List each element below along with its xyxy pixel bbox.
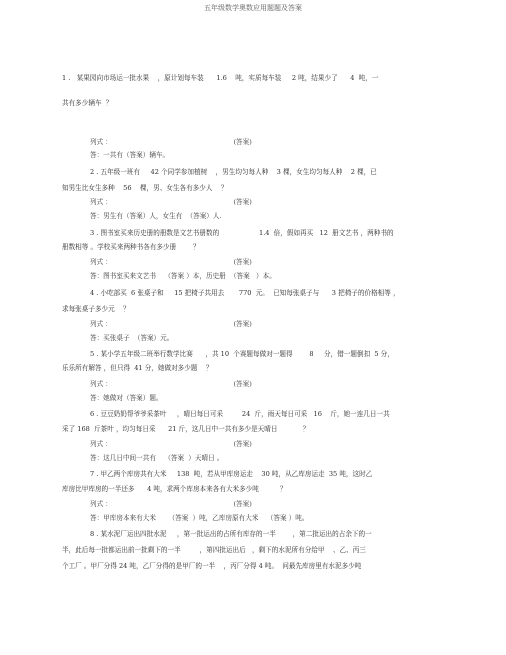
page-title: 五年级数学奥数应用题题及答案 xyxy=(204,4,302,12)
question-text-line: 册数相等 。学校买来两种书各有多少册 ？ xyxy=(62,243,200,251)
question-text-line: 6 . 豆豆奶奶帮爷爷采茶叶 ，晴日每日可采 24 斤，雨天每日可采 16 斤，她一连几日一共 xyxy=(90,410,390,418)
question-text-line: 7 . 甲乙两个库房共有大米 138 吨，若从甲库房运走 30 吨，从乙库房运走 35 吨，这时乙 xyxy=(90,470,373,478)
formula-label-line: 列式 ： (答案) xyxy=(90,380,252,388)
formula-label-line: 列式 ： (答案) xyxy=(90,198,252,206)
formula-label-line: 列式 ： (答案) xyxy=(90,440,252,448)
answer-line: 答：一共有（答案）辆车。 xyxy=(90,151,170,159)
question-text-line: 半，此后每一批都运出前一批剩下的一半 ，第四批运出后 ，剩下的水泥所有分给甲 、乙、丙三 xyxy=(62,546,366,554)
formula-label-line: 列式 ： (答案) xyxy=(90,138,252,146)
answer-line: 答：图书室买来文艺书 （答案 ）本，历史册 （答案 ）本。 xyxy=(90,272,276,280)
formula-label-line: 列式 ： (答案) xyxy=(90,500,252,508)
question-text-line: 4 . 小吃部买 6 张桌子和 15 把椅子共用去 770 元。 已知每张桌子与 3 把椅子的价格相等 ， xyxy=(90,289,400,297)
question-text-line: 求每张桌子多少元 ？ xyxy=(62,305,130,313)
answer-line: 答：甲库房本来有大米 （答案 ）吨，乙库房原有大米 （答案 ）吨。 xyxy=(90,514,309,522)
question-text-line: 个工厂 。甲厂分得 24 吨，乙厂分得的是甲厂的一半 ，丙厂分得 4 吨。 问最先库房里有水泥多少吨 xyxy=(62,562,362,570)
question-text-line: 2 . 五年级一班有 42 个同学参加植树 ，男生均匀每人种 3 棵，女生均匀每人种 2 棵，已 xyxy=(90,168,377,176)
formula-label-line: 列式 ： (答案) xyxy=(90,258,252,266)
question-text-line: 1 . 某果园向市场运一批水果 ，原计划每车装 1.6 吨，实质每车装 2 吨，结果少了 4 吨，一 xyxy=(62,74,379,82)
question-text-line: 8 . 某水泥厂运出四批水泥 ，第一批运出的占所有库存的一半 ，第二批运出的占余下的一 xyxy=(90,530,372,538)
question-text-line: 共有多少辆车 ？ xyxy=(62,99,113,107)
question-text-line: 采了 168 斤茶叶 ，均匀每日采 21 斤，这几日中一共有多少是天晴日 ？ xyxy=(62,425,310,433)
answer-line: 答：这几日中间一共有 （答案 ）天晴日 。 xyxy=(90,454,224,462)
question-text-line: 3 . 图书室买来历史册的册数是文艺书册数的 1.4 倍，假如再买 12 册文艺书 ，两种书的 xyxy=(90,229,394,237)
answer-line: 答：她做对（答案）题。 xyxy=(90,394,163,402)
question-text-line: 知男生比女生多种 56 棵，男、女生各有多少人 ？ xyxy=(62,184,228,192)
question-text-line: 5 . 某小学五年级二班举行数学比赛 ，共 10 个赛题每做对一题得 8 分，错一题倒扣 5 分， xyxy=(90,350,394,358)
question-text-line: 乐乐所有解答 ，但只得 41 分，她做对多少题 ？ xyxy=(62,364,213,372)
answer-line: 答：买张桌子 （答案）元。 xyxy=(90,334,174,342)
answer-line: 答：男生有（答案）人，女生有 （答案）人. xyxy=(90,212,222,220)
question-text-line: 库房比甲库房的一半还多 4 吨，求两个库房本来各有大米多少吨 ？ xyxy=(62,485,287,493)
formula-label-line: 列式 ： (答案) xyxy=(90,320,252,328)
